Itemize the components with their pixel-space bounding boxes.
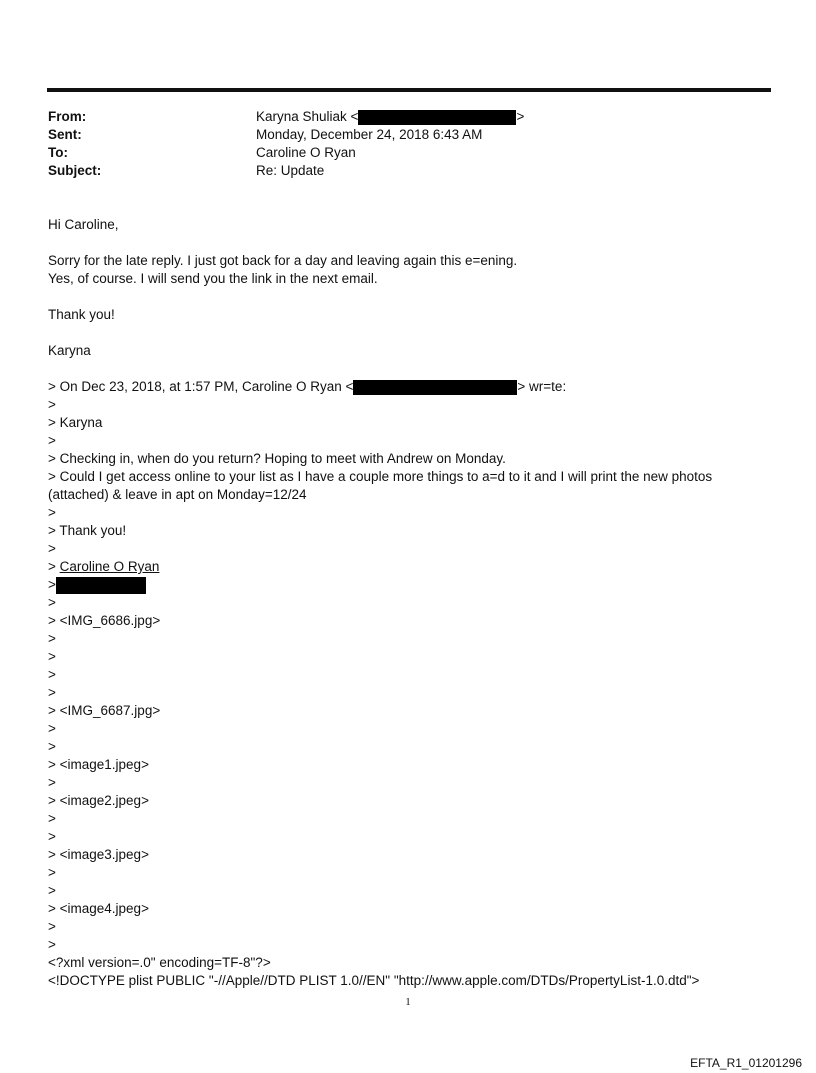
quote-line: > xyxy=(48,865,56,880)
quote-line: > xyxy=(48,937,56,952)
spacer xyxy=(48,324,768,342)
quote-line: > xyxy=(48,811,56,826)
quote-line: > Checking in, when do you return? Hoping to meet with Andrew on Monday. xyxy=(48,451,506,466)
quote-line: > xyxy=(48,649,56,664)
subject-label: Subject: xyxy=(48,163,102,178)
to-row xyxy=(48,144,524,162)
email-body xyxy=(48,216,768,990)
quote-marker: > xyxy=(48,577,56,592)
quote-line: > xyxy=(48,919,56,934)
email-header xyxy=(48,108,524,180)
quoted-sender-name: Caroline O Ryan xyxy=(59,559,160,574)
quote-line: > xyxy=(48,667,56,682)
sent-label: Sent: xyxy=(48,127,82,142)
attachment-line: > <image2.jpeg> xyxy=(48,793,149,808)
to-value: Caroline O Ryan xyxy=(256,145,356,160)
quote-line: > xyxy=(48,541,56,556)
quote-line: > xyxy=(48,829,56,844)
quote-line: > xyxy=(48,595,56,610)
quote-line: > xyxy=(48,505,56,520)
attachment-line: > <IMG_6687.jpg> xyxy=(48,703,161,718)
quote-line: > xyxy=(48,721,56,736)
attachment-line: > <image1.jpeg> xyxy=(48,757,149,772)
quote-prefix: > xyxy=(48,559,60,574)
quote-line: > Thank you! xyxy=(48,523,127,538)
xml-declaration: <?xml version=.0" encoding=TF-8"?> xyxy=(48,955,271,970)
spacer xyxy=(48,360,768,378)
quote-line xyxy=(48,558,768,576)
body-line: Yes, of course. I will send you the link in the next email. xyxy=(48,271,378,286)
quote-line: > xyxy=(48,631,56,646)
body-line: Sorry for the late reply. I just got back for a day and leaving again this e=ening. xyxy=(48,253,518,268)
subject-row xyxy=(48,162,524,180)
doctype-line: <!DOCTYPE plist PUBLIC "-//Apple//DTD PLIST 1.0//EN" "http://www.apple.com/DTDs/PropertyList-1.0.dtd"> xyxy=(48,973,700,988)
redaction-block xyxy=(353,380,517,395)
quote-intro xyxy=(48,378,768,396)
signature: Karyna xyxy=(48,343,91,358)
quote-line: > xyxy=(48,685,56,700)
redaction-block xyxy=(56,577,146,594)
quote-line: > xyxy=(48,775,56,790)
subject-value: Re: Update xyxy=(256,163,325,178)
quote-line: > Karyna xyxy=(48,415,103,430)
page-number: 1 xyxy=(405,996,411,1008)
sent-row xyxy=(48,126,524,144)
quote-line: > xyxy=(48,883,56,898)
quote-line xyxy=(48,576,768,594)
from-value xyxy=(256,108,524,126)
quote-intro-start: > On Dec 23, 2018, at 1:57 PM, Caroline O Ryan < xyxy=(48,379,354,394)
spacer xyxy=(48,288,768,306)
quote-line: > xyxy=(48,739,56,754)
attachment-line: > <IMG_6686.jpg> xyxy=(48,613,161,628)
attachment-line: > <image3.jpeg> xyxy=(48,847,149,862)
from-name: Karyna Shuliak < xyxy=(256,109,359,124)
spacer xyxy=(48,234,768,252)
quote-line: > Could I get access online to your list as I have a couple more things to a=d to it and I will print the new photos (attached) & leave in apt on Monday=12/24 xyxy=(48,469,713,502)
sent-value: Monday, December 24, 2018 6:43 AM xyxy=(256,127,483,142)
attachment-line: > <image4.jpeg> xyxy=(48,901,149,916)
bates-number: EFTA_R1_01201296 xyxy=(690,1056,802,1070)
quote-intro-end: > wr=te: xyxy=(517,379,567,394)
to-label: To: xyxy=(48,145,68,160)
redaction-block xyxy=(358,110,516,125)
greeting: Hi Caroline, xyxy=(48,217,119,232)
from-row xyxy=(48,108,524,126)
header-divider xyxy=(47,88,771,92)
quote-line: > xyxy=(48,397,56,412)
thanks-line: Thank you! xyxy=(48,307,115,322)
from-label: From: xyxy=(48,109,87,124)
quote-line: > xyxy=(48,433,56,448)
from-end: > xyxy=(516,109,525,124)
